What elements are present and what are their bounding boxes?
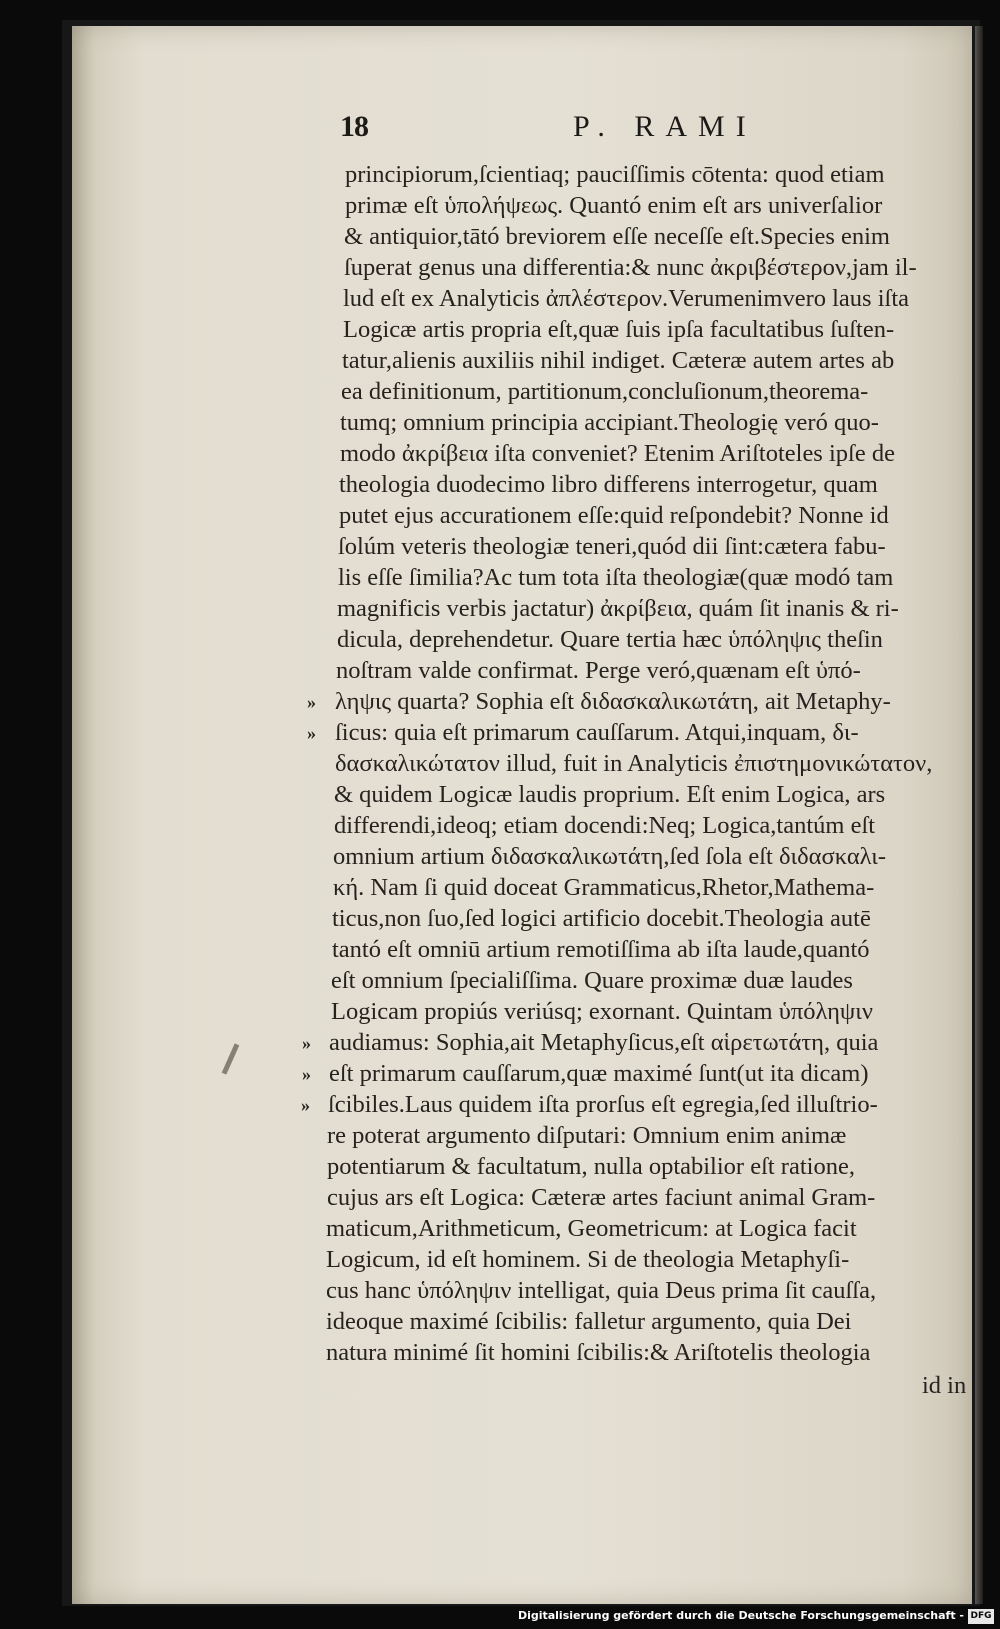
text-line: δασκαλικώτατον illud, fuit in Analyticis ἐπιστημονικώτατον, xyxy=(335,750,933,777)
text-line: eſt primarum cauſſarum,quæ maximé ſunt(ut ita dicam) xyxy=(329,1060,869,1087)
page-number: 18 xyxy=(340,110,368,143)
text-line: ticus,non ſuo,ſed logici artificio docebit.Theologia autē xyxy=(332,905,871,932)
running-head xyxy=(0,110,1000,150)
quotation-marker: » xyxy=(302,1064,311,1084)
text-line: cujus ars eſt Logica: Cæteræ artes faciunt animal Gram- xyxy=(327,1184,876,1211)
quotation-marker: » xyxy=(307,692,316,712)
text-line: cus hanc ὑπόληψιν intelligat, quia Deus prima ſit cauſſa, xyxy=(326,1277,877,1304)
running-title: P. RAMI xyxy=(573,110,757,143)
quotation-marker: » xyxy=(301,1095,310,1115)
text-line: Logicum, id eſt hominem. Si de theologia Metaphyſi- xyxy=(326,1246,850,1273)
text-line: tantó eſt omniū artium remotiſſima ab iſta laude,quantó xyxy=(332,936,870,963)
text-line: ληψις quarta? Sophia eſt διδασκαλικωτάτη, ait Metaphy- xyxy=(335,688,891,715)
text-line: tumq; omnium principia accipiant.Theologię veró quo- xyxy=(340,409,879,436)
text-line: ideoque maximé ſcibilis: falletur argumento, quia Dei xyxy=(326,1308,852,1335)
dfg-logo: DFG xyxy=(968,1609,994,1624)
text-line: maticum,Arithmeticum, Geometricum: at Logica facit xyxy=(326,1215,857,1242)
text-line: ſuperat genus una differentia:& nunc ἀκριβέστερον,jam il- xyxy=(344,254,917,281)
text-line: theologia duodecimo libro differens interrogetur, quam xyxy=(339,471,878,498)
text-line: putet ejus accurationem eſſe:quid reſpondebit? Nonne id xyxy=(339,502,889,529)
text-line: modo ἀκρίβεια iſta conveniet? Etenim Ariſtoteles ipſe de xyxy=(340,440,895,467)
text-line: dicula, deprehendetur. Quare tertia hæc ὑπόληψις theſin xyxy=(337,626,883,653)
text-line: Logicæ artis propria eſt,quæ ſuis ipſa facultatibus ſuſten- xyxy=(343,316,895,343)
text-line: ea definitionum, partitionum,concluſionum,theorema- xyxy=(341,378,869,405)
text-line: noſtram valde confirmat. Perge veró,quænam eſt ὑπό- xyxy=(336,657,861,684)
funding-credit: Digitalisierung gefördert durch die Deutsche Forschungsgemeinschaft - xyxy=(517,1609,964,1622)
text-line: potentiarum & facultatum, nulla optabilior eſt ratione, xyxy=(327,1153,855,1180)
text-line: principiorum,ſcientiaq; pauciſſimis cōtenta: quod etiam xyxy=(345,161,885,188)
text-line: ſicus: quia eſt primarum cauſſarum. Atqui,inquam, δι- xyxy=(335,719,859,746)
page-edge xyxy=(975,26,983,1604)
text-line: audiamus: Sophia,ait Metaphyſicus,eſt αἱρετωτάτη, quia xyxy=(329,1029,879,1056)
text-line: Logicam propiús veriúsq; exornant. Quintam ὑπόληψιν xyxy=(331,998,873,1025)
text-line: eſt omnium ſpecialiſſima. Quare proximæ duæ laudes xyxy=(331,967,853,994)
text-line: magnificis verbis jactatur) ἀκρίβεια, quám ſit inanis & ri- xyxy=(337,595,899,622)
text-line: ſcibiles.Laus quidem iſta prorſus eſt egregia,ſed illuſtrio- xyxy=(328,1091,878,1118)
quotation-marker: » xyxy=(307,723,316,743)
text-line: re poterat argumento diſputari: Omnium enim animæ xyxy=(327,1122,847,1149)
text-line: ſolúm veteris theologiæ teneri,quód dii ſint:cætera fabu- xyxy=(338,533,886,560)
text-line: lud eſt ex Analyticis ἀπλέστερον.Verumenimvero laus iſta xyxy=(343,285,910,312)
footer-bar xyxy=(0,1606,1000,1629)
text-line: & antiquior,tātó breviorem eſſe neceſſe eſt.Species enim xyxy=(344,223,890,250)
text-line: κή. Nam ſi quid doceat Grammaticus,Rhetor,Mathema- xyxy=(333,874,875,901)
text-line: lis eſſe ſimilia?Ac tum tota iſta theologiæ(quæ modó tam xyxy=(338,564,894,591)
catchword: id in xyxy=(922,1372,967,1399)
text-line: tatur,alienis auxiliis nihil indiget. Cæteræ autem artes ab xyxy=(342,347,895,374)
text-line: differendi,ideoq; etiam docendi:Neq; Logica,tantúm eſt xyxy=(334,812,876,839)
text-line: primæ eſt ὑπολήψεως. Quantó enim eſt ars univerſalior xyxy=(345,192,883,219)
quotation-marker: » xyxy=(302,1033,311,1053)
text-line: natura minimé ſit homini ſcibilis:& Ariſtotelis theologia xyxy=(326,1339,871,1366)
text-line: & quidem Logicæ laudis proprium. Eſt enim Logica, ars xyxy=(334,781,886,808)
text-line: omnium artium διδασκαλικωτάτη,ſed ſola eſt διδασκαλι- xyxy=(333,843,887,870)
